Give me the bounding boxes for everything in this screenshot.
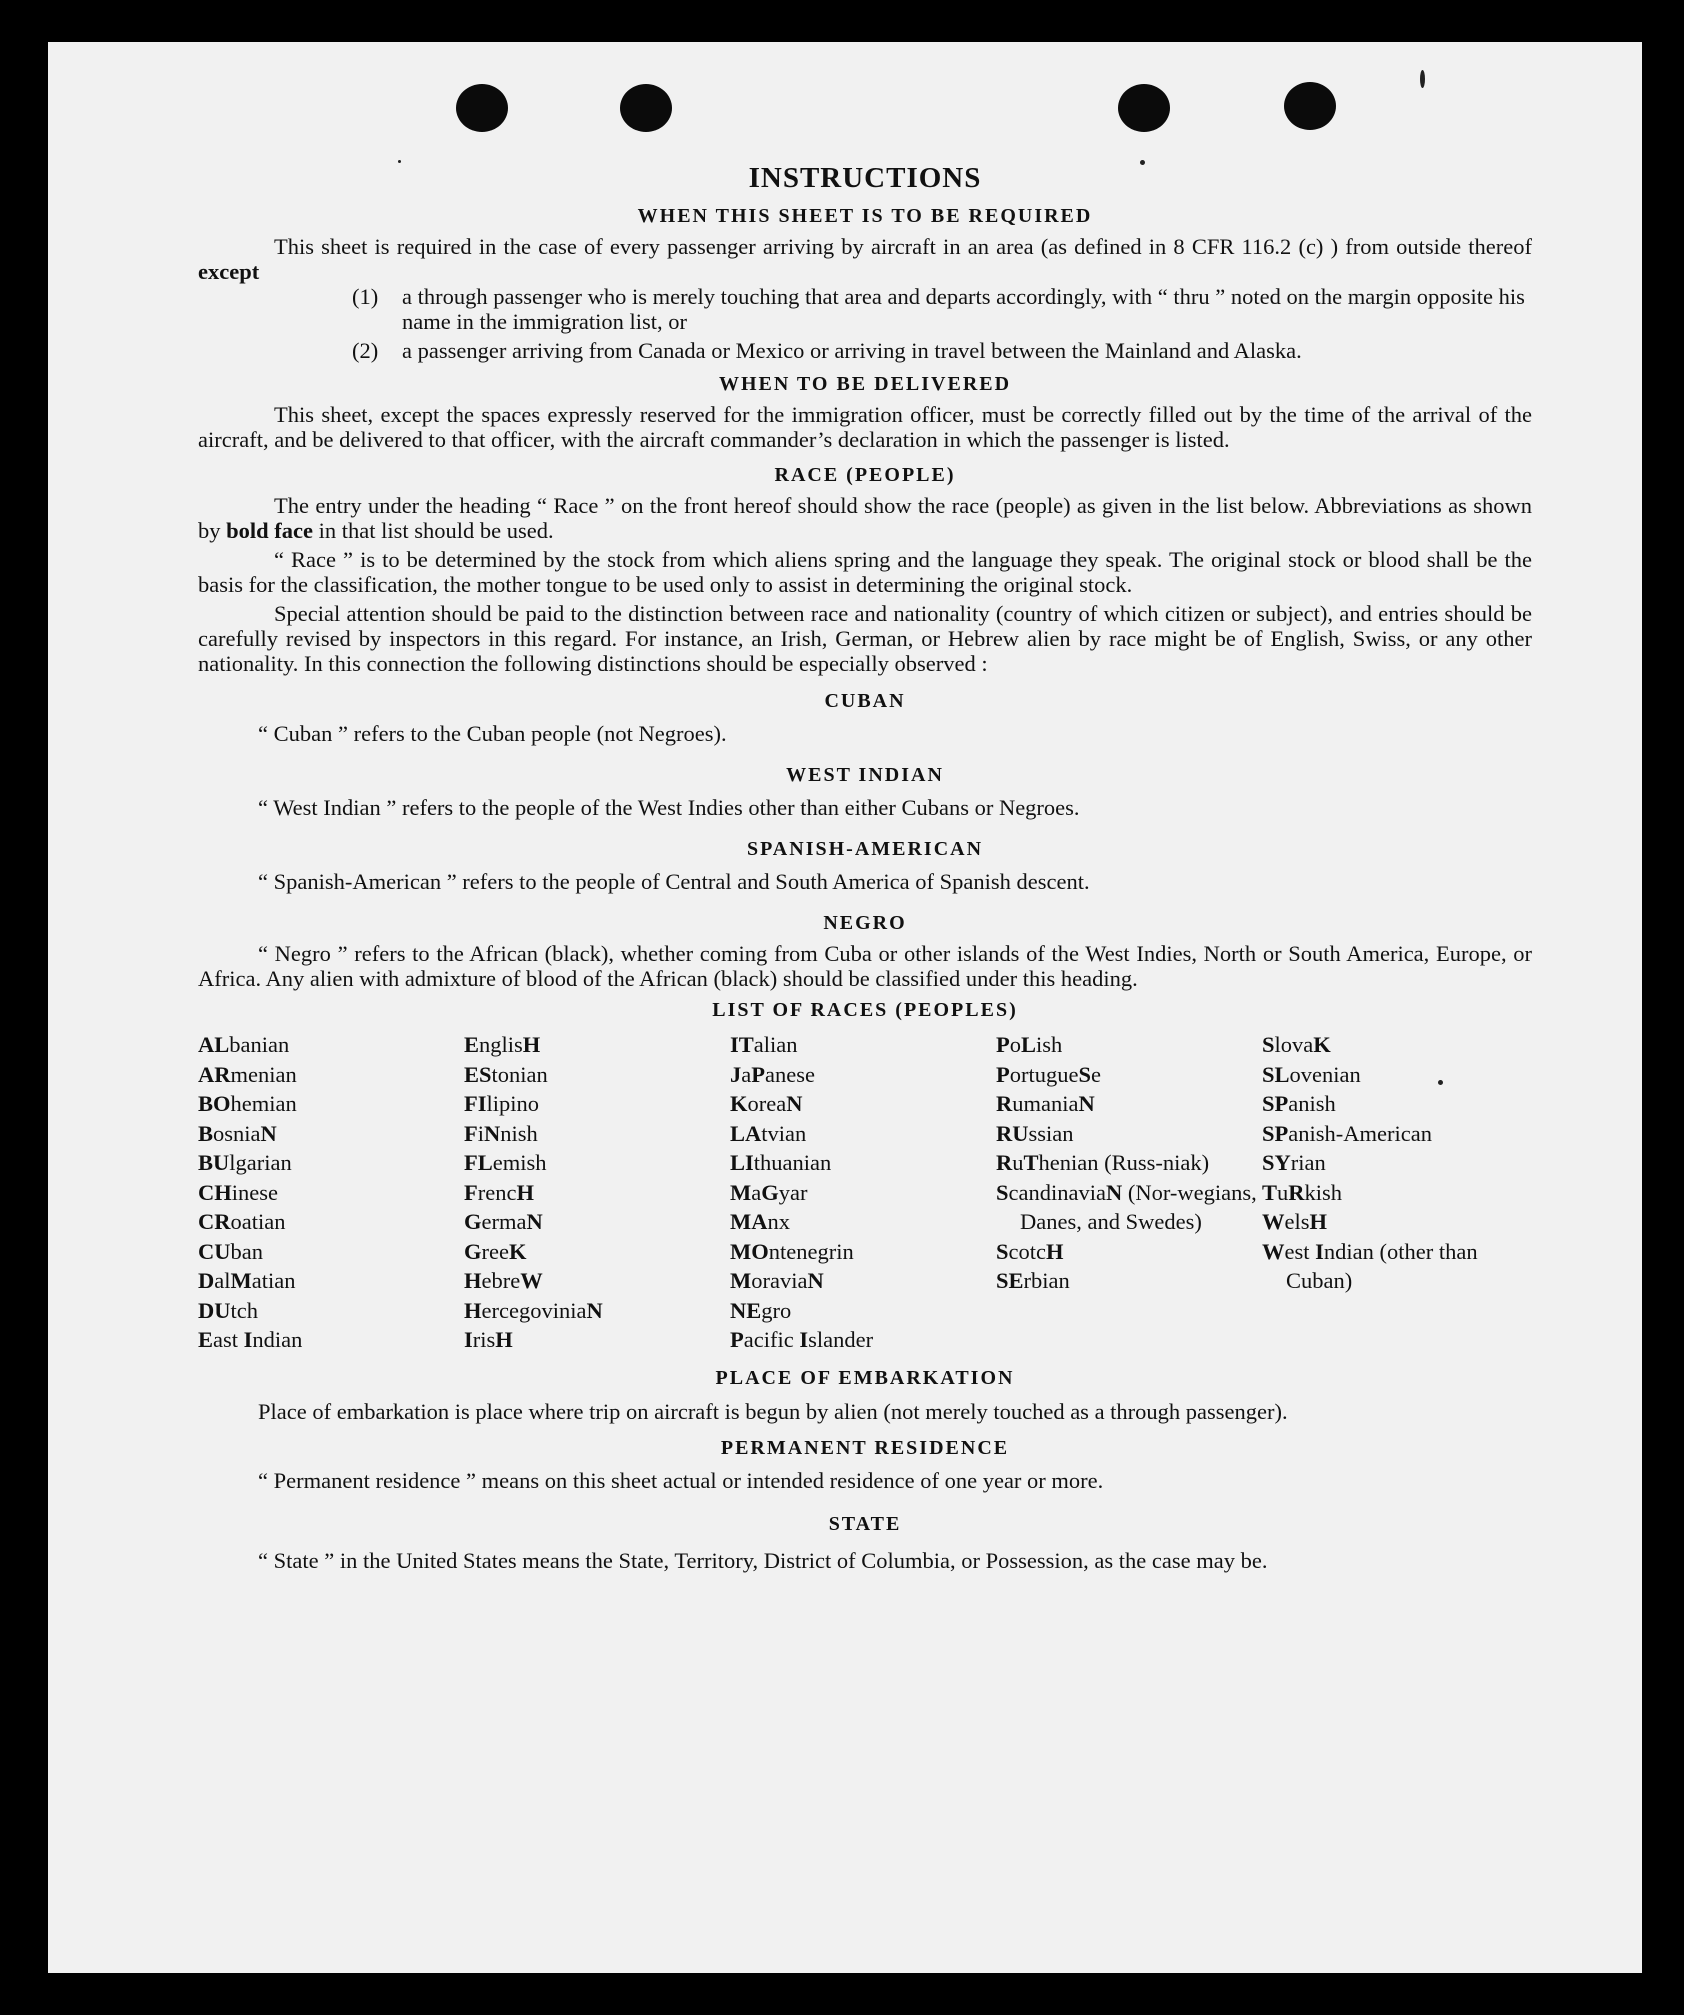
race-entry: RumaniaN [996, 1091, 1095, 1116]
race-entry: BosniaN [198, 1120, 277, 1146]
race-entry: CUban [198, 1238, 263, 1264]
paragraph: “ Permanent residence ” means on this sheet actual or intended residence of one year or more. [258, 1467, 1104, 1493]
races-column [996, 1030, 1262, 1355]
race-entry: BUlgarian [198, 1150, 292, 1175]
paragraph: This sheet, except the spaces expressly reserved for the immigration officer, must be correctly filled out by the time of the arrival of the aircraft, and be delivered to that officer, with the aircraft commander’s declaration in which the passenger is listed. [198, 402, 1532, 452]
race-entry: East Indian [198, 1327, 303, 1352]
race-entry: ALbanian [198, 1032, 290, 1057]
race-entry: SPanish [1262, 1091, 1336, 1116]
race-entry: GermaN [464, 1209, 543, 1234]
race-entry: RuThenian (Russ-niak) [996, 1150, 1210, 1175]
races-column [198, 1030, 464, 1355]
paragraph-text: This sheet is required in the case of every passenger arriving by aircraft in an area (as defined in 8 CFR 116.2 (c) ) from outside thereof [274, 234, 1532, 259]
section-heading: NEGRO [823, 912, 907, 934]
race-entry: HercegoviniaN [464, 1297, 603, 1323]
race-entry: CRoatian [198, 1209, 286, 1234]
races-list [198, 1030, 1532, 1355]
item-text: a passenger arriving from Canada or Mexico or arriving in travel between the Mainland and Alaska. [402, 338, 1302, 363]
races-column [1262, 1030, 1528, 1355]
section-heading: STATE [828, 1512, 902, 1535]
section-heading: CUBAN [824, 690, 906, 712]
race-entry: DalMatian [198, 1268, 296, 1293]
paragraph: “ Spanish-American ” refers to the people of Central and South America of Spanish descent. [258, 869, 1090, 894]
page-title: INSTRUCTIONS [748, 162, 982, 194]
race-entry: DUtch [198, 1297, 258, 1323]
race-entry: SErbian [996, 1268, 1070, 1293]
race-entry: ARmenian [198, 1061, 297, 1087]
race-entry: SYrian [1262, 1150, 1326, 1175]
race-entry: PoLish [996, 1032, 1063, 1057]
item-number: (1) [352, 284, 379, 309]
punch-hole [456, 84, 508, 132]
list-item [352, 284, 1532, 334]
race-entry: ScotcH [996, 1238, 1064, 1264]
ink-speck [1420, 70, 1425, 88]
race-entry: HebreW [464, 1268, 543, 1293]
paragraph: Place of embarkation is place where trip on aircraft is begun by alien (not merely touched as a through passenger). [258, 1398, 1288, 1424]
race-entry: SLovenian [1262, 1061, 1361, 1087]
instructions-content [198, 162, 1532, 1577]
race-entry: LIthuanian [730, 1150, 832, 1175]
race-entry: MOntenegrin [730, 1238, 854, 1264]
paragraph: “ State ” in the United States means the State, Territory, District of Columbia, or Possession, as the case may be. [258, 1547, 1268, 1573]
paragraph-text: The entry under the heading “ Race ” on the front hereof should show the race (people) as given in the list below. Abbreviations as shown by [198, 493, 1532, 543]
paragraph: Special attention should be paid to the distinction between race and nationality (country of which citizen or subject), and entries should be carefully revised by inspectors in this regard. For instance, an Irish, German, or Hebrew alien by race might be of English, Swiss, or any other nationality. In this connection the following distinctions should be especially observed : [198, 601, 1532, 676]
race-entry: EStonian [464, 1061, 548, 1087]
bold-text: except [198, 259, 260, 284]
race-entry: FrencH [464, 1179, 534, 1205]
race-entry: ScandinaviaN (Nor-wegians, Danes, and Swedes) [996, 1179, 1257, 1234]
race-entry: BOhemian [198, 1091, 297, 1116]
section-heading: WHEN TO BE DELIVERED [718, 373, 1012, 395]
race-entry: NEgro [730, 1297, 792, 1323]
race-entry: EnglisH [464, 1032, 541, 1057]
race-entry: West Indian (other than Cuban) [1262, 1238, 1478, 1293]
race-entry: TuRkish [1262, 1179, 1343, 1205]
paragraph [198, 234, 1532, 284]
bold-text: bold face [226, 518, 313, 543]
race-entry: Pacific Islander [730, 1327, 874, 1352]
section-heading: SPANISH-AMERICAN [746, 838, 984, 860]
race-entry: FiNnish [464, 1120, 538, 1146]
race-entry: ITalian [730, 1032, 798, 1057]
paragraph: “ Race ” is to be determined by the stock from which aliens spring and the language they speak. The original stock or blood shall be the basis for the classification, the mother tongue to be used only to assist in determining the original stock. [198, 547, 1532, 597]
punch-hole [1118, 84, 1170, 132]
paragraph: “ Cuban ” refers to the Cuban people (not Negroes). [258, 721, 727, 746]
punch-hole [620, 84, 672, 132]
section-heading: RACE (PEOPLE) [774, 464, 956, 486]
item-text: a through passenger who is merely touching that area and departs accordingly, with “ thru ” noted on the margin opposite his name in the immigration list, or [402, 284, 1525, 334]
paragraph: “ West Indian ” refers to the people of the West Indies other than either Cubans or Negroes. [258, 795, 1080, 820]
punch-hole [1284, 82, 1336, 130]
item-number: (2) [352, 338, 379, 363]
race-entry: SlovaK [1262, 1032, 1331, 1057]
race-entry: WelsH [1262, 1209, 1328, 1234]
race-entry: CHinese [198, 1179, 278, 1205]
race-entry: MaGyar [730, 1179, 808, 1205]
document-page [48, 42, 1642, 1973]
race-entry: LAtvian [730, 1120, 807, 1146]
section-heading: PERMANENT RESIDENCE [720, 1436, 1010, 1459]
paragraph: “ Negro ” refers to the African (black), whether coming from Cuba or other islands of the West Indies, North or South America, Europe, or Africa. Any alien with admixture of blood of the African (black) should be classified under this heading. [198, 941, 1532, 991]
race-entry: SPanish-American [1262, 1120, 1432, 1146]
list-item [352, 338, 1532, 363]
races-column [464, 1030, 730, 1355]
race-entry: JaPanese [730, 1061, 815, 1087]
race-entry: MoraviaN [730, 1268, 824, 1293]
race-entry: RUssian [996, 1120, 1074, 1146]
section-heading: WHEN THIS SHEET IS TO BE REQUIRED [637, 205, 1093, 227]
race-entry: PortugueSe [996, 1061, 1101, 1087]
races-column [730, 1030, 996, 1355]
race-entry: FIlipino [464, 1091, 540, 1116]
race-entry: FLemish [464, 1150, 547, 1175]
section-heading: PLACE OF EMBARKATION [715, 1366, 1015, 1389]
paragraph [198, 493, 1532, 543]
race-entry: KoreaN [730, 1091, 803, 1116]
paragraph-text: in that list should be used. [318, 518, 554, 543]
section-heading: WEST INDIAN [786, 764, 944, 786]
section-heading: LIST OF RACES (PEOPLES) [712, 999, 1018, 1021]
race-entry: GreeK [464, 1238, 527, 1264]
race-entry: MAnx [730, 1209, 790, 1234]
race-entry: IrisH [464, 1327, 513, 1352]
